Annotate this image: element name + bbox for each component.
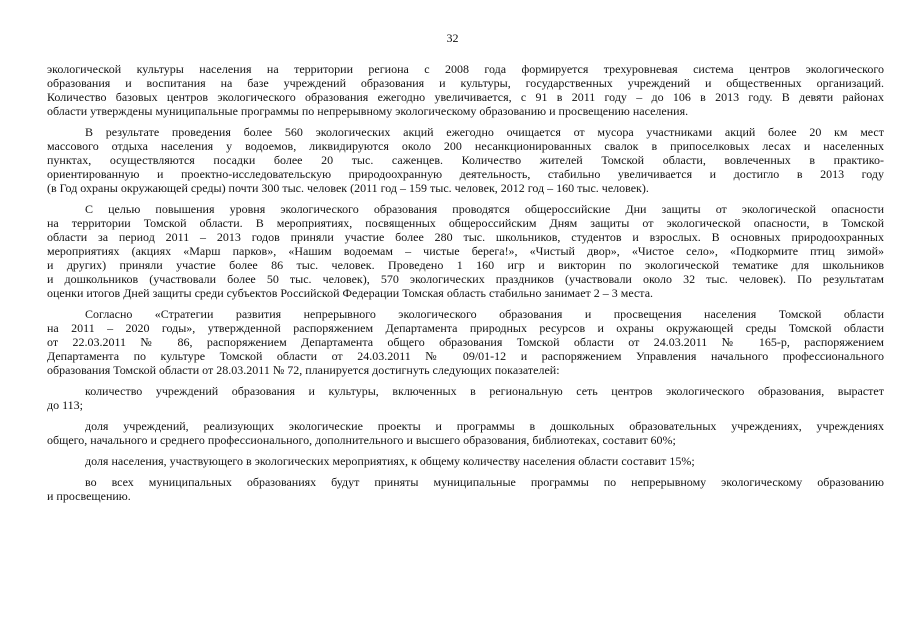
text-line: мероприятиях (акциях «Марш парков», «Нашим водоемам – чистые берега!», «Чистый двор», «Чистое село», «Подкормите птиц зимой» — [47, 244, 884, 258]
text-line: и просвещению. — [47, 489, 131, 503]
text-line: до 113; — [47, 398, 83, 412]
text-line: общего, начального и среднего профессионального, дополнительного и высшего образования, библиотеках, составит 60%; — [47, 433, 676, 447]
text-line: С целью повышения уровня экологического образования проводятся общероссийские Дни защиты от экологической опасности — [85, 202, 884, 216]
text-line: образования и воспитания на базе учреждений образования и культуры, государственных учреждений и общественных организаций. — [47, 76, 884, 90]
text-line: на территории Томской области. В мероприятиях, посвященных общероссийским Дням защиты от экологической опасности, в Томской — [47, 216, 884, 230]
text-line: пунктах, осуществляются посадки более 20 тыс. саженцев. Количество жителей Томской области, вовлеченных в практико- — [47, 153, 884, 167]
text-line: и дошкольников (участвовали более 50 тыс. человек), 570 экологических праздников (участвовали около 32 тыс. человек). По результатам — [47, 272, 884, 286]
text-line: во всех муниципальных образованиях будут приняты муниципальные программы по непрерывному экологическому образованию — [85, 475, 884, 489]
page-number: 32 — [446, 31, 459, 45]
text-line: Департамента по культуре Томской области от 24.03.2011 № 09/01-12 и распоряжением Управления начального профессионального — [47, 349, 884, 363]
text-line: (в Год охраны окружающей среды) почти 300 тыс. человек (2011 год – 159 тыс. человек, 2012 год – 160 тыс. человек). — [47, 181, 649, 195]
text-line: области утверждены муниципальные программы по непрерывному экологическому образованию и просвещению населения. — [47, 104, 689, 118]
text-line: на 2011 – 2020 годы», утвержденной распоряжением Департамента природных ресурсов и охраны окружающей среды Томской области — [47, 321, 884, 335]
text-line: доля учреждений, реализующих экологические проекты и программы в дошкольных образовательных учреждениях, учреждениях — [85, 419, 884, 433]
text-line: Согласно «Стратегии развития непрерывного экологического образования и просвещения населения Томской области — [85, 307, 884, 321]
text-line: области за период 2011 – 2013 годов приняли участие более 280 тыс. школьников, студентов и взрослых. В основных природоохранных — [47, 230, 884, 244]
text-line: Количество базовых центров экологического образования ежегодно увеличивается, с 91 в 2011 году – до 106 в 2013 году. В девяти районах — [47, 90, 884, 104]
text-line: экологической культуры населения на территории региона с 2008 года формируется трехуровневая система центров экологического — [47, 62, 884, 76]
text-line: массового отдыха населения у водоемов, ликвидируются около 200 несанкционированных свалок в припоселковых лесах и населенных — [47, 139, 884, 153]
text-line: и других) приняли участие более 86 тыс. человек. Проведено 1 160 игр и викторин по экологической тематике для школьников — [47, 258, 884, 272]
text-line: оценки итогов Дней защиты среди субъектов Российской Федерации Томская область стабильно занимает 2 – 3 места. — [47, 286, 654, 300]
text-line: количество учреждений образования и культуры, включенных в региональную сеть центров экологического образования, вырастет — [85, 384, 884, 398]
text-line: В результате проведения более 560 экологических акций ежегодно очищается от мусора участниками акций более 20 км мест — [85, 125, 884, 139]
text-line: образования Томской области от 28.03.2011 № 72, планируется достигнуть следующих показателей: — [47, 363, 560, 377]
text-line: ориентированную и проектно-исследовательскую природоохранную деятельность, стабильно увеличивается и достигло в 2013 году — [47, 167, 884, 181]
text-line: доля населения, участвующего в экологических мероприятиях, к общему количеству населения области составит 15%; — [85, 454, 695, 468]
text-line: от 22.03.2011 № 86, распоряжением Департамента общего образования Томской области от 24.03.2011 № 165-р, распоряжением — [47, 335, 884, 349]
